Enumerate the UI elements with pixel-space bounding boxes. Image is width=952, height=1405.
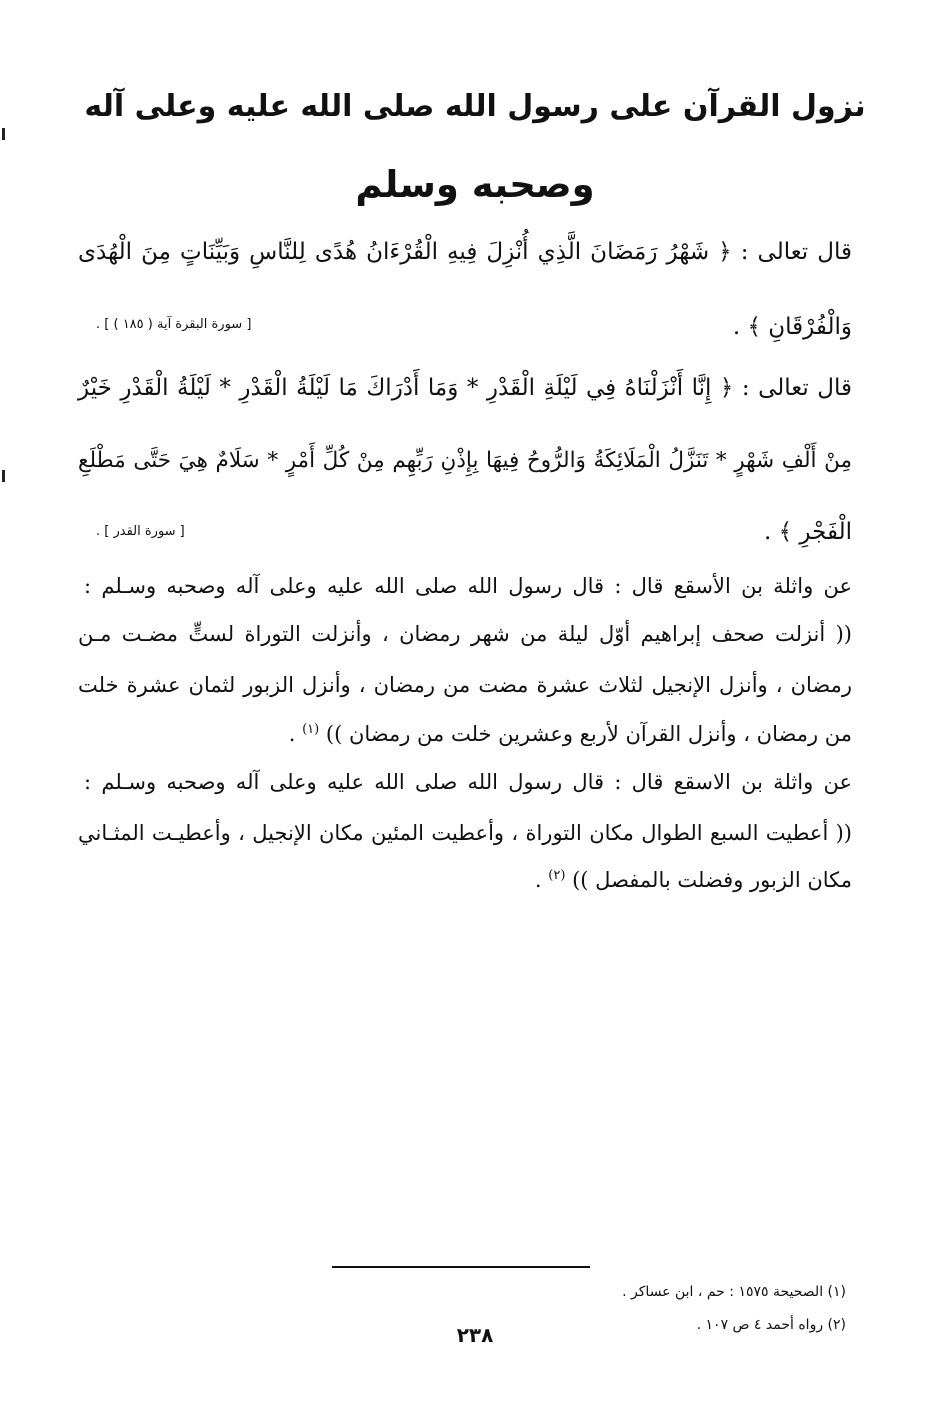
margin-mark — [2, 470, 5, 482]
verse-2-line-1: قال تعالى : ﴿ إِنَّا أَنْزَلْنَاهُ فِي لَيْلَةِ الْقَدْرِ * وَمَا أَدْرَاكَ مَا لَيْلَةُ الْقَدْرِ * لَيْلَةُ الْقَدْرِ خَيْرٌ — [78, 375, 852, 401]
footnote-marker-2: (٢) — [548, 868, 566, 883]
page-number: ٢٣٨ — [456, 1323, 494, 1347]
chapter-title-line-1: نزول القرآن على رسول الله صلى الله عليه وعلى آله — [84, 89, 866, 124]
footnote-2: (٢) رواه أحمد ٤ ص ١٠٧ . — [696, 1317, 846, 1333]
verse-1-reference: [ سورة البقرة آية ( ١٨٥ ) ] . — [96, 317, 252, 332]
footnote-1: (١) الصحيحة ١٥٧٥ : حم ، ابن عساكر . — [622, 1284, 846, 1300]
footnote-marker-1: (١) — [302, 722, 320, 737]
footnote-separator — [332, 1266, 590, 1268]
hadith-2-line-3-text: مكان الزبور وفضلت بالمفصل )) — [572, 868, 852, 892]
margin-mark — [2, 128, 5, 140]
hadith-1-line-3: رمضان ، وأنزل الإنجيل لثلاث عشرة مضت من رمضان ، وأنزل الزبور لثمان عشرة خلت — [78, 673, 852, 697]
hadith-1-end: . — [288, 722, 303, 746]
verse-2-line-2: مِنْ أَلْفِ شَهْرٍ * تَنَزَّلُ الْمَلَائِكَةُ وَالرُّوحُ فِيهَا بِإِذْنِ رَبِّهِم مِنْ كُلِّ أَمْرٍ * سَلَامٌ هِيَ حَتَّى مَطْلَعِ — [78, 448, 852, 473]
verse-2-reference: [ سورة القدر ] . — [96, 524, 185, 539]
hadith-2-line-1: عن واثلة بن الاسقع قال : قال رسول الله صلى الله عليه وعلى آله وصحبه وسـلم : — [84, 770, 852, 794]
hadith-1-line-1: عن واثلة بن الأسقع قال : قال رسول الله صلى الله عليه وعلى آله وصحبه وسـلم : — [84, 574, 852, 598]
verse-1-line-1: قال تعالى : ﴿ شَهْرُ رَمَضَانَ الَّذِي أُنْزِلَ فِيهِ الْقُرْءَانُ هُدًى لِلنَّاسِ وَبَيِّنَاتٍ مِنَ الْهُدَى — [78, 239, 852, 265]
hadith-2-line-2: (( أعطيت السبع الطوال مكان التوراة ، وأعطيت المئين مكان الإنجيل ، وأعطيـت المثـاني — [78, 821, 852, 845]
hadith-1-line-2: (( أنزلت صحف إبراهيم أوّل ليلة من شهر رمضان ، وأنزلت التوراة لستٍّ مضـت مـن — [78, 622, 852, 646]
verse-1-line-2: وَالْفُرْقَانِ ﴾ . — [732, 314, 852, 340]
verse-2-line-3: الْفَجْرِ ﴾ . — [764, 519, 852, 545]
hadith-2-line-3 — [78, 869, 852, 891]
hadith-2-end: . — [534, 868, 549, 892]
chapter-title-line-2: وصحبه وسلم — [355, 163, 595, 206]
hadith-1-line-4-text: من رمضان ، وأنزل القرآن لأربع وعشرين خلت من رمضان )) — [325, 722, 852, 746]
hadith-1-line-4 — [78, 723, 852, 745]
